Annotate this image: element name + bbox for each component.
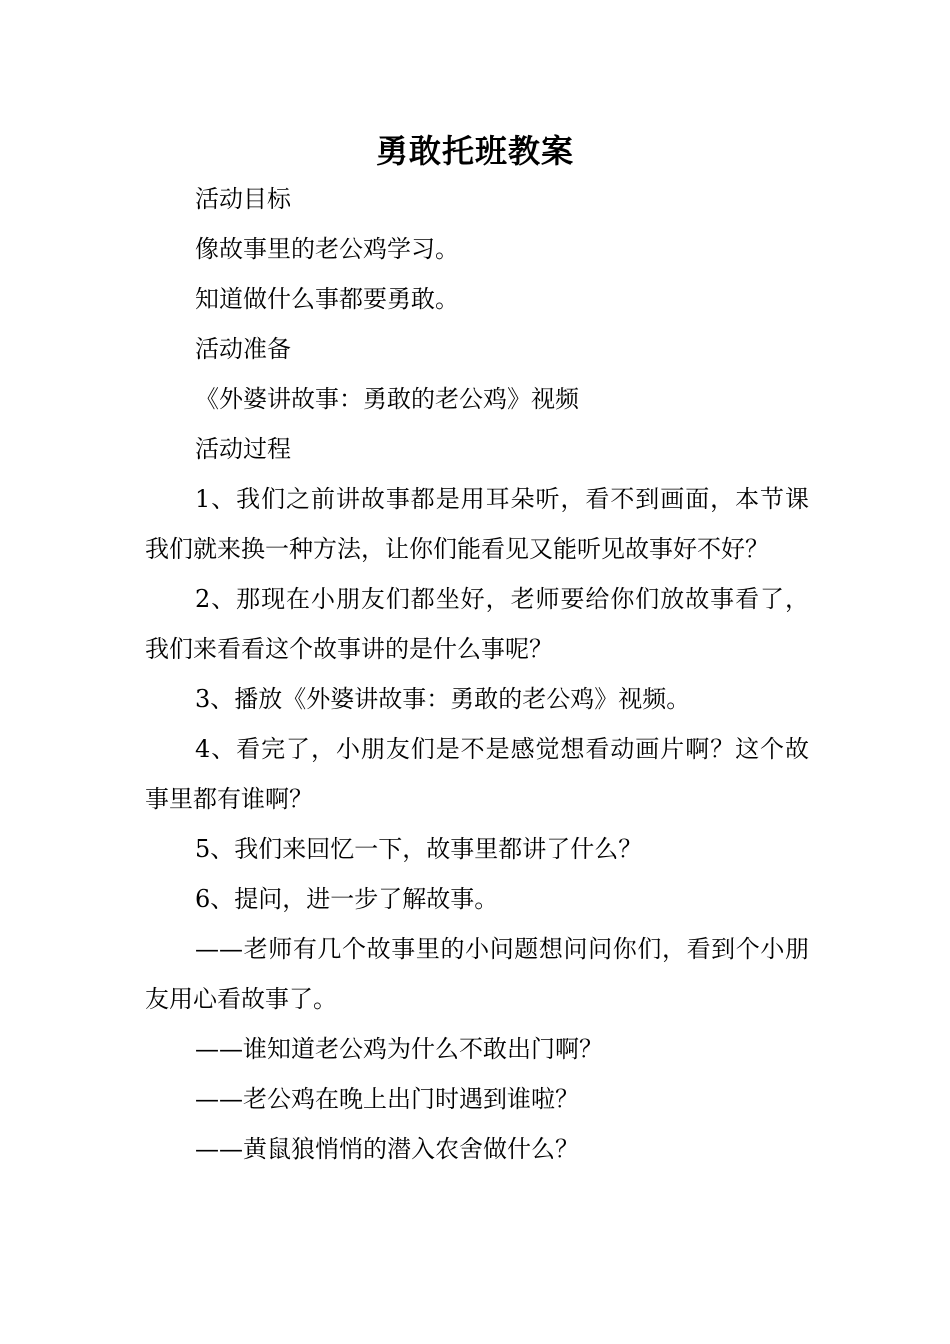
paragraph: ——谁知道老公鸡为什么不敢出门啊？: [195, 1035, 603, 1063]
document-body: [145, 174, 809, 1174]
paragraph: 4、看完了，小朋友们是不是感觉想看动画片啊？这个故事里都有谁啊？: [145, 735, 809, 813]
document-title: 勇敢托班教案: [375, 132, 574, 170]
paragraph: 3、播放《外婆讲故事：勇敢的老公鸡》视频。: [195, 685, 691, 713]
paragraph: ——老师有几个故事里的小问题想问问你们，看到个小朋友用心看故事了。: [145, 935, 809, 1013]
paragraph: 知道做什么事都要勇敢。: [195, 285, 459, 313]
section-heading-preparation: 活动准备: [195, 335, 291, 363]
paragraph: ——老公鸡在晚上出门时遇到谁啦？: [195, 1085, 579, 1113]
paragraph: ——黄鼠狼悄悄的潜入农舍做什么？: [195, 1135, 579, 1163]
paragraph: 1、我们之前讲故事都是用耳朵听，看不到画面，本节课我们就来换一种方法，让你们能看见又能听见故事好不好？: [145, 485, 809, 563]
paragraph: 《外婆讲故事：勇敢的老公鸡》视频: [195, 385, 579, 413]
paragraph: 像故事里的老公鸡学习。: [195, 235, 459, 263]
paragraph: 5、我们来回忆一下，故事里都讲了什么？: [195, 835, 643, 863]
paragraph: 2、那现在小朋友们都坐好，老师要给你们放故事看了，我们来看看这个故事讲的是什么事呢？: [145, 585, 809, 663]
section-heading-goals: 活动目标: [195, 185, 291, 213]
paragraph: 6、提问，进一步了解故事。: [195, 885, 499, 913]
section-heading-process: 活动过程: [195, 435, 291, 463]
